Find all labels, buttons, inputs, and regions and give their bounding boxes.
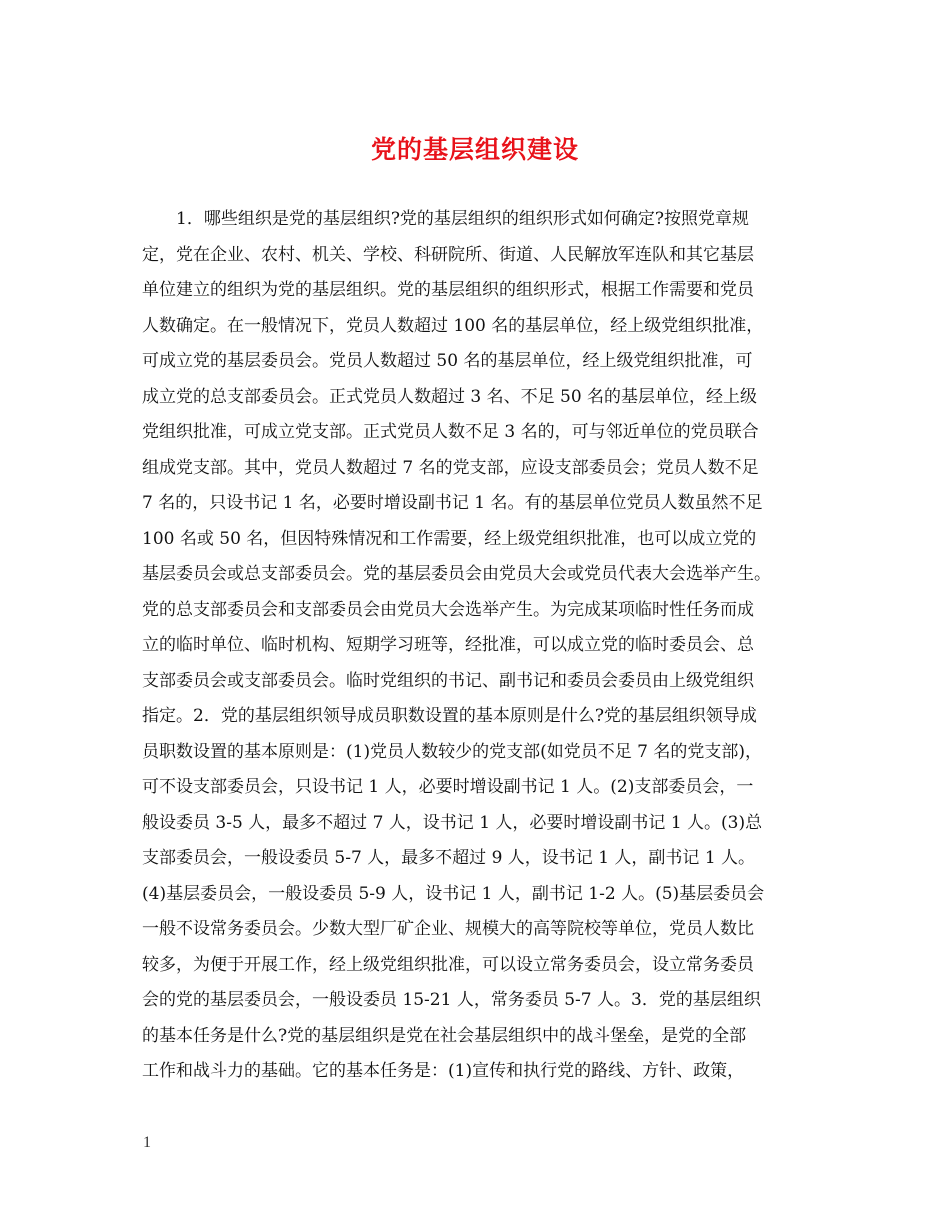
body-line: 一般不设常务委员会。少数大型厂矿企业、规模大的高等院校等单位，党员人数比 — [142, 919, 754, 939]
body-line: 指定。2．党的基层组织领导成员职数设置的基本原则是什么?党的基层组织领导成 — [142, 706, 757, 726]
body-line: 工作和战斗力的基础。它的基本任务是：(1)宣传和执行党的路线、方针、政策， — [142, 1061, 745, 1081]
body-line: 组成党支部。其中，党员人数超过 7 名的党支部，应设支部委员会；党员人数不足 — [142, 457, 759, 478]
body-line: 可成立党的基层委员会。党员人数超过 50 名的基层单位，经上级党组织批准，可 — [142, 351, 753, 371]
body-line: 7 名的，只设书记 1 名，必要时增设副书记 1 名。有的基层单位党员人数虽然不足 — [142, 493, 763, 513]
body-line: 支部委员会或支部委员会。临时党组织的书记、副书记和委员会委员由上级党组织 — [142, 670, 754, 691]
body-line: 可不设支部委员会，只设书记 1 人，必要时增设副书记 1 人。(2)支部委员会，一 — [142, 777, 754, 797]
body-line: 100 名或 50 名，但因特殊情况和工作需要，经上级党组织批准，也可以成立党的 — [142, 528, 757, 549]
body-line: 人数确定。在一般情况下，党员人数超过 100 名的基层单位，经上级党组织批准， — [142, 315, 764, 336]
body-line: 党的总支部委员会和支部委员会由党员大会选举产生。为完成某项临时性任务而成 — [142, 599, 754, 620]
body-line: (4)基层委员会，一般设委员 5-9 人，设书记 1 人，副书记 1-2 人。(5)基层委员会 — [142, 883, 765, 904]
document-title: 党的基层组织建设 — [370, 135, 579, 164]
body-line: 1．哪些组织是党的基层组织?党的基层组织的组织形式如何确定?按照党章规 — [142, 209, 750, 229]
body-line: 的基本任务是什么?党的基层组织是党在社会基层组织中的战斗堡垒，是党的全部 — [142, 1025, 747, 1046]
body-line: 单位建立的组织为党的基层组织。党的基层组织的组织形式，根据工作需要和党员 — [142, 280, 754, 300]
body-line: 较多，为便于开展工作，经上级党组织批准，可以设立常务委员会，设立常务委员 — [142, 954, 754, 975]
body-line: 般设委员 3-5 人，最多不超过 7 人，设书记 1 人，必要时增设副书记 1 人。(3)总 — [142, 812, 763, 833]
page-number: 1 — [143, 1134, 151, 1151]
body-line: 会的党的基层委员会，一般设委员 15-21 人，常务委员 5-7 人。3．党的基层组织 — [142, 990, 761, 1010]
body-line: 基层委员会或总支部委员会。党的基层委员会由党员大会或党员代表大会选举产生。 — [142, 564, 771, 584]
body-line: 定，党在企业、农村、机关、学校、科研院所、街道、人民解放军连队和其它基层 — [142, 244, 754, 265]
body-line: 立的临时单位、临时机构、短期学习班等，经批准，可以成立党的临时委员会、总 — [142, 635, 754, 655]
body-line: 员职数设置的基本原则是：(1)党员人数较少的党支部(如党员不足 7 名的党支部)， — [142, 741, 762, 762]
body-line: 党组织批准，可成立党支部。正式党员人数不足 3 名的，可与邻近单位的党员联合 — [142, 422, 759, 442]
document-body — [142, 202, 842, 1090]
body-line: 成立党的总支部委员会。正式党员人数超过 3 名、不足 50 名的基层单位，经上级 — [142, 386, 758, 407]
body-line: 支部委员会，一般设委员 5-7 人，最多不超过 9 人，设书记 1 人，副书记 1 人。 — [142, 848, 756, 868]
